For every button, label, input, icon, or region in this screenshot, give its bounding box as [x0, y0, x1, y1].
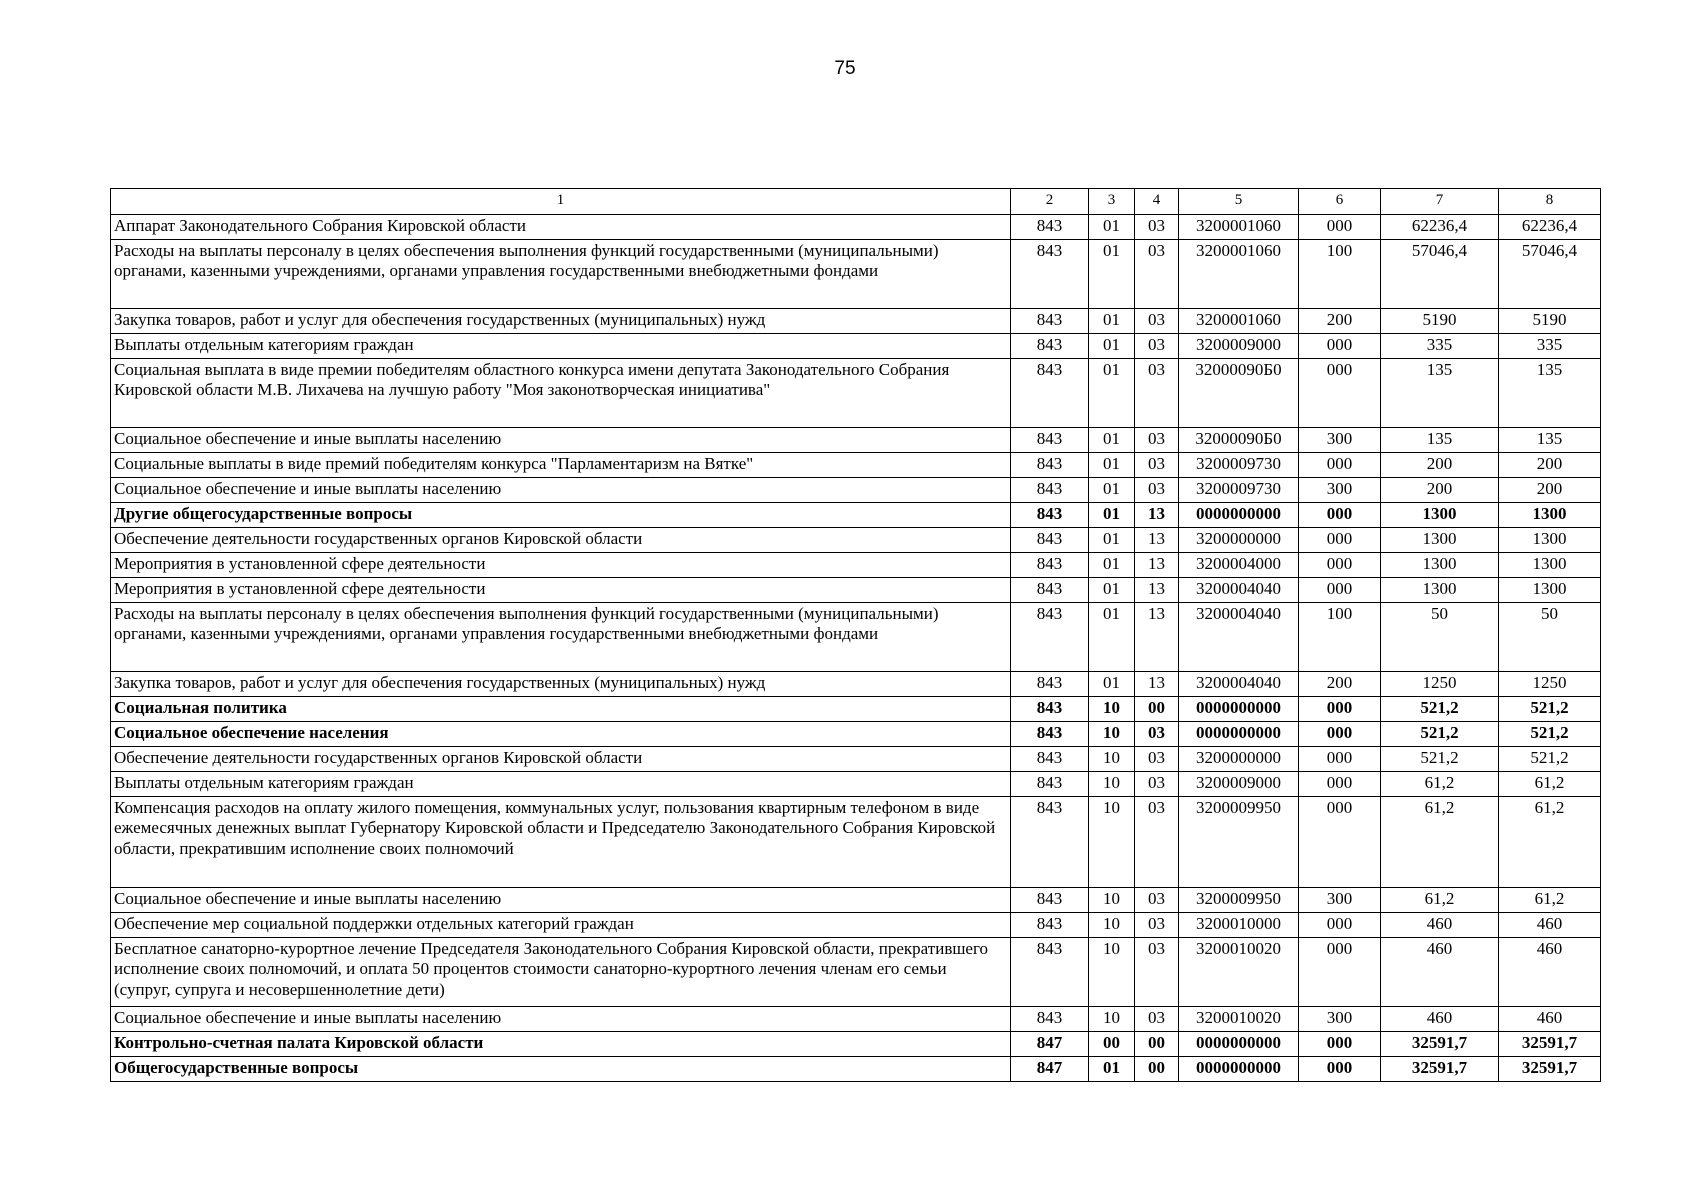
row-code-cell-3: 01	[1089, 553, 1135, 578]
table-row	[111, 528, 1601, 553]
row-amount-cell-8: 57046,4	[1499, 240, 1601, 309]
row-amount-cell-7: 460	[1381, 913, 1499, 938]
row-amount-cell-8: 135	[1499, 359, 1601, 428]
table-row	[111, 1007, 1601, 1032]
row-code-cell-3: 01	[1089, 334, 1135, 359]
row-code-cell-2: 843	[1011, 772, 1089, 797]
row-code-cell-2: 843	[1011, 672, 1089, 697]
table-row	[111, 938, 1601, 1007]
row-code-cell-3: 10	[1089, 722, 1135, 747]
row-amount-cell-8: 1300	[1499, 503, 1601, 528]
row-code-cell-4: 13	[1135, 553, 1179, 578]
table-row	[111, 888, 1601, 913]
row-code-cell-5: 32000090Б0	[1179, 359, 1299, 428]
row-amount-cell-8: 61,2	[1499, 888, 1601, 913]
table-row	[111, 240, 1601, 309]
row-code-cell-6: 000	[1299, 747, 1381, 772]
row-amount-cell-8: 460	[1499, 913, 1601, 938]
row-code-cell-2: 843	[1011, 428, 1089, 453]
row-amount-cell-7: 135	[1381, 359, 1499, 428]
row-code-cell-2: 843	[1011, 578, 1089, 603]
row-code-cell-4: 13	[1135, 503, 1179, 528]
row-code-cell-4: 13	[1135, 578, 1179, 603]
row-code-cell-6: 000	[1299, 1057, 1381, 1082]
row-code-cell-2: 847	[1011, 1032, 1089, 1057]
row-code-cell-2: 843	[1011, 359, 1089, 428]
row-amount-cell-7: 5190	[1381, 309, 1499, 334]
row-amount-cell-7: 460	[1381, 938, 1499, 1007]
row-code-cell-3: 01	[1089, 359, 1135, 428]
table-row	[111, 1032, 1601, 1057]
table-row	[111, 215, 1601, 240]
row-name-cell: Социальное обеспечение и иные выплаты населению	[111, 1007, 1011, 1032]
row-code-cell-6: 000	[1299, 334, 1381, 359]
header-cell-2: 2	[1011, 189, 1089, 215]
row-amount-cell-7: 335	[1381, 334, 1499, 359]
table-row	[111, 478, 1601, 503]
row-code-cell-4: 13	[1135, 528, 1179, 553]
row-code-cell-5: 0000000000	[1179, 1032, 1299, 1057]
row-code-cell-2: 843	[1011, 697, 1089, 722]
header-row	[111, 189, 1601, 215]
row-amount-cell-7: 61,2	[1381, 772, 1499, 797]
row-name-cell: Социальное обеспечение и иные выплаты населению	[111, 478, 1011, 503]
row-code-cell-2: 843	[1011, 603, 1089, 672]
row-amount-cell-8: 460	[1499, 938, 1601, 1007]
row-code-cell-3: 01	[1089, 603, 1135, 672]
row-code-cell-2: 843	[1011, 478, 1089, 503]
row-code-cell-3: 10	[1089, 888, 1135, 913]
row-amount-cell-7: 50	[1381, 603, 1499, 672]
row-code-cell-6: 000	[1299, 528, 1381, 553]
row-code-cell-3: 10	[1089, 797, 1135, 888]
row-code-cell-4: 03	[1135, 215, 1179, 240]
row-amount-cell-7: 61,2	[1381, 797, 1499, 888]
row-code-cell-3: 10	[1089, 697, 1135, 722]
row-name-cell: Закупка товаров, работ и услуг для обеспечения государственных (муниципальных) нужд	[111, 672, 1011, 697]
row-code-cell-5: 3200009000	[1179, 334, 1299, 359]
row-code-cell-6: 000	[1299, 772, 1381, 797]
row-amount-cell-8: 32591,7	[1499, 1032, 1601, 1057]
row-name-cell: Мероприятия в установленной сфере деятельности	[111, 578, 1011, 603]
row-code-cell-6: 000	[1299, 913, 1381, 938]
row-code-cell-2: 843	[1011, 240, 1089, 309]
row-code-cell-4: 03	[1135, 797, 1179, 888]
row-amount-cell-8: 32591,7	[1499, 1057, 1601, 1082]
row-code-cell-4: 00	[1135, 1032, 1179, 1057]
row-code-cell-4: 03	[1135, 913, 1179, 938]
row-amount-cell-8: 1300	[1499, 578, 1601, 603]
row-code-cell-5: 3200004040	[1179, 578, 1299, 603]
row-code-cell-3: 01	[1089, 215, 1135, 240]
row-name-cell: Обеспечение деятельности государственных органов Кировской области	[111, 747, 1011, 772]
table-row	[111, 772, 1601, 797]
row-name-cell: Мероприятия в установленной сфере деятельности	[111, 553, 1011, 578]
row-code-cell-3: 00	[1089, 1032, 1135, 1057]
row-code-cell-5: 32000090Б0	[1179, 428, 1299, 453]
row-code-cell-3: 01	[1089, 428, 1135, 453]
row-code-cell-6: 300	[1299, 888, 1381, 913]
row-code-cell-5: 0000000000	[1179, 1057, 1299, 1082]
row-code-cell-6: 300	[1299, 428, 1381, 453]
row-code-cell-4: 03	[1135, 453, 1179, 478]
row-code-cell-4: 00	[1135, 1057, 1179, 1082]
row-code-cell-2: 843	[1011, 747, 1089, 772]
row-code-cell-4: 03	[1135, 334, 1179, 359]
row-code-cell-5: 3200010000	[1179, 913, 1299, 938]
header-cell-6: 6	[1299, 189, 1381, 215]
row-code-cell-3: 01	[1089, 309, 1135, 334]
row-code-cell-5: 0000000000	[1179, 697, 1299, 722]
row-code-cell-3: 10	[1089, 913, 1135, 938]
row-amount-cell-7: 521,2	[1381, 697, 1499, 722]
row-code-cell-4: 03	[1135, 1007, 1179, 1032]
row-code-cell-4: 03	[1135, 309, 1179, 334]
table-body	[111, 215, 1601, 1082]
row-name-cell: Социальное обеспечение и иные выплаты населению	[111, 428, 1011, 453]
row-code-cell-4: 03	[1135, 428, 1179, 453]
row-name-cell: Социальная политика	[111, 697, 1011, 722]
row-amount-cell-7: 1250	[1381, 672, 1499, 697]
header-cell-8: 8	[1499, 189, 1601, 215]
table-row	[111, 797, 1601, 888]
row-code-cell-6: 000	[1299, 797, 1381, 888]
row-code-cell-6: 000	[1299, 938, 1381, 1007]
row-code-cell-4: 03	[1135, 938, 1179, 1007]
row-code-cell-3: 10	[1089, 772, 1135, 797]
row-code-cell-6: 000	[1299, 553, 1381, 578]
row-name-cell: Социальное обеспечение и иные выплаты населению	[111, 888, 1011, 913]
row-code-cell-5: 3200004000	[1179, 553, 1299, 578]
header-cell-7: 7	[1381, 189, 1499, 215]
row-amount-cell-7: 61,2	[1381, 888, 1499, 913]
row-code-cell-2: 843	[1011, 1007, 1089, 1032]
row-code-cell-5: 3200009950	[1179, 888, 1299, 913]
row-name-cell: Бесплатное санаторно-курортное лечение Председателя Законодательного Собрания Кировской области, прекратившего исполнение своих полномочий, и оплата 50 процентов стоимости санаторно-курортного лечения членам его семьи (супруг, супруга и несовершеннолетние дети)	[111, 938, 1011, 1007]
table-row	[111, 428, 1601, 453]
row-code-cell-6: 000	[1299, 1032, 1381, 1057]
row-amount-cell-7: 1300	[1381, 503, 1499, 528]
row-amount-cell-8: 521,2	[1499, 722, 1601, 747]
row-code-cell-4: 00	[1135, 697, 1179, 722]
row-name-cell: Социальное обеспечение населения	[111, 722, 1011, 747]
table-row	[111, 359, 1601, 428]
row-amount-cell-7: 32591,7	[1381, 1032, 1499, 1057]
row-code-cell-2: 847	[1011, 1057, 1089, 1082]
row-amount-cell-7: 57046,4	[1381, 240, 1499, 309]
table-row	[111, 672, 1601, 697]
row-code-cell-4: 03	[1135, 888, 1179, 913]
row-amount-cell-8: 521,2	[1499, 697, 1601, 722]
row-code-cell-6: 000	[1299, 359, 1381, 428]
row-code-cell-5: 3200001060	[1179, 240, 1299, 309]
row-name-cell: Другие общегосударственные вопросы	[111, 503, 1011, 528]
table-row	[111, 603, 1601, 672]
row-name-cell: Закупка товаров, работ и услуг для обеспечения государственных (муниципальных) нужд	[111, 309, 1011, 334]
row-code-cell-5: 3200009950	[1179, 797, 1299, 888]
row-code-cell-3: 01	[1089, 672, 1135, 697]
row-amount-cell-8: 61,2	[1499, 797, 1601, 888]
row-code-cell-3: 01	[1089, 503, 1135, 528]
row-code-cell-5: 3200004040	[1179, 672, 1299, 697]
row-code-cell-2: 843	[1011, 888, 1089, 913]
row-name-cell: Выплаты отдельным категориям граждан	[111, 334, 1011, 359]
table-row	[111, 553, 1601, 578]
row-code-cell-4: 03	[1135, 240, 1179, 309]
table-row	[111, 334, 1601, 359]
row-amount-cell-8: 1300	[1499, 553, 1601, 578]
row-amount-cell-7: 460	[1381, 1007, 1499, 1032]
row-code-cell-2: 843	[1011, 938, 1089, 1007]
row-name-cell: Социальные выплаты в виде премий победителям конкурса "Парламентаризм на Вятке"	[111, 453, 1011, 478]
row-code-cell-5: 3200009730	[1179, 478, 1299, 503]
table-row	[111, 697, 1601, 722]
table-row	[111, 1057, 1601, 1082]
row-code-cell-2: 843	[1011, 453, 1089, 478]
row-code-cell-5: 3200010020	[1179, 1007, 1299, 1032]
row-code-cell-6: 300	[1299, 478, 1381, 503]
row-code-cell-3: 10	[1089, 938, 1135, 1007]
row-code-cell-3: 01	[1089, 478, 1135, 503]
row-name-cell: Общегосударственные вопросы	[111, 1057, 1011, 1082]
row-amount-cell-8: 460	[1499, 1007, 1601, 1032]
row-code-cell-2: 843	[1011, 913, 1089, 938]
row-amount-cell-7: 1300	[1381, 553, 1499, 578]
row-code-cell-2: 843	[1011, 528, 1089, 553]
row-code-cell-6: 200	[1299, 672, 1381, 697]
row-name-cell: Аппарат Законодательного Собрания Кировской области	[111, 215, 1011, 240]
row-code-cell-5: 0000000000	[1179, 503, 1299, 528]
row-amount-cell-7: 1300	[1381, 578, 1499, 603]
row-code-cell-3: 01	[1089, 453, 1135, 478]
budget-table	[110, 188, 1601, 1082]
row-amount-cell-8: 62236,4	[1499, 215, 1601, 240]
row-code-cell-4: 03	[1135, 722, 1179, 747]
row-amount-cell-7: 521,2	[1381, 747, 1499, 772]
row-code-cell-2: 843	[1011, 215, 1089, 240]
row-amount-cell-8: 200	[1499, 478, 1601, 503]
row-code-cell-6: 000	[1299, 697, 1381, 722]
row-code-cell-2: 843	[1011, 722, 1089, 747]
row-amount-cell-8: 135	[1499, 428, 1601, 453]
row-code-cell-5: 3200000000	[1179, 528, 1299, 553]
row-code-cell-3: 01	[1089, 1057, 1135, 1082]
row-code-cell-2: 843	[1011, 553, 1089, 578]
row-code-cell-6: 000	[1299, 453, 1381, 478]
header-cell-1: 1	[111, 189, 1011, 215]
row-code-cell-6: 300	[1299, 1007, 1381, 1032]
row-name-cell: Расходы на выплаты персоналу в целях обеспечения выполнения функций государственными (муниципальными) органами, казенными учреждениями, органами управления государственными внебюджетными фондами	[111, 240, 1011, 309]
row-name-cell: Компенсация расходов на оплату жилого помещения, коммунальных услуг, пользования квартирным телефоном в виде ежемесячных денежных выплат Губернатору Кировской области и Председателю Законодательного Собрания Кировской области, прекратившим исполнение своих полномочий	[111, 797, 1011, 888]
row-code-cell-5: 3200010020	[1179, 938, 1299, 1007]
header-cell-5: 5	[1179, 189, 1299, 215]
table-row	[111, 913, 1601, 938]
row-amount-cell-7: 135	[1381, 428, 1499, 453]
row-code-cell-4: 13	[1135, 672, 1179, 697]
row-amount-cell-7: 200	[1381, 478, 1499, 503]
row-name-cell: Расходы на выплаты персоналу в целях обеспечения выполнения функций государственными (муниципальными) органами, казенными учреждениями, органами управления государственными внебюджетными фондами	[111, 603, 1011, 672]
row-amount-cell-8: 521,2	[1499, 747, 1601, 772]
table-row	[111, 309, 1601, 334]
row-code-cell-2: 843	[1011, 334, 1089, 359]
row-code-cell-2: 843	[1011, 797, 1089, 888]
row-name-cell: Обеспечение мер социальной поддержки отдельных категорий граждан	[111, 913, 1011, 938]
row-amount-cell-8: 61,2	[1499, 772, 1601, 797]
table-row	[111, 503, 1601, 528]
row-code-cell-3: 01	[1089, 240, 1135, 309]
row-code-cell-6: 100	[1299, 240, 1381, 309]
row-code-cell-4: 03	[1135, 747, 1179, 772]
row-name-cell: Контрольно-счетная палата Кировской области	[111, 1032, 1011, 1057]
row-code-cell-3: 10	[1089, 1007, 1135, 1032]
row-code-cell-2: 843	[1011, 503, 1089, 528]
table-row	[111, 722, 1601, 747]
row-code-cell-5: 0000000000	[1179, 722, 1299, 747]
row-code-cell-3: 01	[1089, 578, 1135, 603]
row-amount-cell-7: 62236,4	[1381, 215, 1499, 240]
row-code-cell-6: 000	[1299, 578, 1381, 603]
row-code-cell-5: 3200009000	[1179, 772, 1299, 797]
row-code-cell-6: 000	[1299, 503, 1381, 528]
row-code-cell-5: 3200001060	[1179, 215, 1299, 240]
row-name-cell: Социальная выплата в виде премии победителям областного конкурса имени депутата Законодательного Собрания Кировской области М.В. Лихачева на лучшую работу "Моя законотворческая инициатива"	[111, 359, 1011, 428]
row-code-cell-5: 3200004040	[1179, 603, 1299, 672]
row-amount-cell-8: 1300	[1499, 528, 1601, 553]
row-name-cell: Выплаты отдельным категориям граждан	[111, 772, 1011, 797]
row-amount-cell-7: 32591,7	[1381, 1057, 1499, 1082]
row-code-cell-4: 03	[1135, 772, 1179, 797]
row-code-cell-4: 03	[1135, 478, 1179, 503]
table-row	[111, 453, 1601, 478]
row-amount-cell-8: 50	[1499, 603, 1601, 672]
row-amount-cell-8: 200	[1499, 453, 1601, 478]
table-row	[111, 747, 1601, 772]
row-code-cell-4: 13	[1135, 603, 1179, 672]
row-name-cell: Обеспечение деятельности государственных органов Кировской области	[111, 528, 1011, 553]
row-code-cell-3: 01	[1089, 528, 1135, 553]
row-amount-cell-7: 1300	[1381, 528, 1499, 553]
row-amount-cell-8: 335	[1499, 334, 1601, 359]
row-amount-cell-8: 5190	[1499, 309, 1601, 334]
header-cell-4: 4	[1135, 189, 1179, 215]
row-code-cell-5: 3200000000	[1179, 747, 1299, 772]
row-code-cell-4: 03	[1135, 359, 1179, 428]
header-cell-3: 3	[1089, 189, 1135, 215]
row-code-cell-5: 3200009730	[1179, 453, 1299, 478]
row-amount-cell-7: 521,2	[1381, 722, 1499, 747]
row-code-cell-6: 200	[1299, 309, 1381, 334]
row-code-cell-6: 000	[1299, 722, 1381, 747]
row-code-cell-5: 3200001060	[1179, 309, 1299, 334]
page-number: 75	[834, 58, 856, 79]
row-code-cell-3: 10	[1089, 747, 1135, 772]
row-code-cell-6: 100	[1299, 603, 1381, 672]
row-amount-cell-8: 1250	[1499, 672, 1601, 697]
row-code-cell-6: 000	[1299, 215, 1381, 240]
table-row	[111, 578, 1601, 603]
row-code-cell-2: 843	[1011, 309, 1089, 334]
row-amount-cell-7: 200	[1381, 453, 1499, 478]
